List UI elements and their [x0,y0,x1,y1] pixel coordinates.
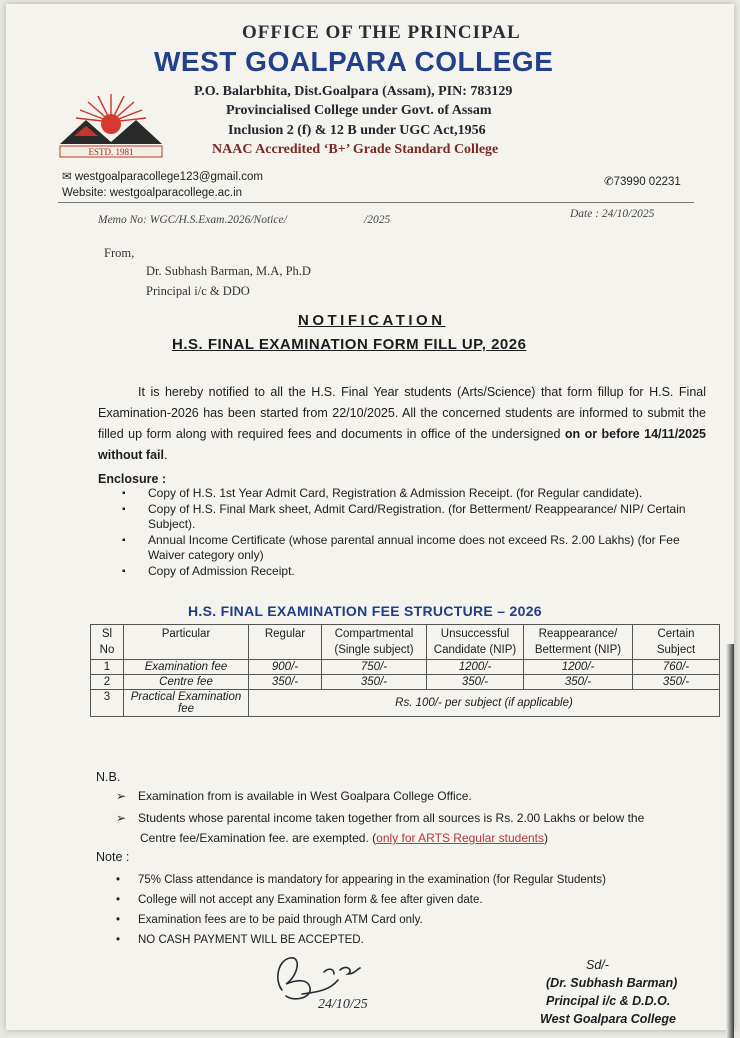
enclosure-label: Enclosure : [98,472,167,486]
memo-date: Date : 24/10/2025 [570,208,655,220]
column-header: Sl No [91,625,124,660]
table-cell: 1200/- [427,660,524,675]
from-label: From, [104,246,135,260]
naac-line: NAAC Accredited ‘B+’ Grade Standard College [212,142,499,157]
memo-number: Memo No: WGC/H.S.Exam.2026/Notice/ [98,214,287,226]
enclosure-item: ▪ Copy of Admission Receipt. [122,564,714,579]
table-cell: 1200/- [524,660,633,675]
note-item: • College will not accept any Examination form & fee after given date. [116,890,716,910]
memo-year: /2025 [364,214,391,226]
signature-date: 24/10/25 [318,997,368,1012]
column-header: Compartmental (Single subject) [322,625,427,660]
table-cell: 3 [91,690,124,717]
table-cell: 1 [91,660,124,675]
body-text: It is hereby notified to all the H.S. Final Year students (Arts/Science) that form fillup for H.S. Final Examination-2026 has been started from 22/10/2025. All the concerned students are informed to submit the filled up form along with required fees and documents in office of the undersigned [98,385,706,441]
handwritten-signature [268,950,408,1012]
college-website: Website: westgoalparacollege.ac.in [62,187,243,199]
college-address: P.O. Balarbhita, Dist.Goalpara (Assam), PIN: 783129 [194,84,513,99]
table-cell: Practical Examination fee [124,690,249,717]
inclusion-line: Inclusion 2 (f) & 12 B under UGC Act,1956 [228,123,486,138]
table-cell: 760/- [633,660,720,675]
college-name: WEST GOALPARA COLLEGE [154,46,554,77]
table-header-row [91,625,720,660]
header-divider [58,202,694,203]
column-header: Reappearance/ Betterment (NIP) [524,625,633,660]
arts-regular-link: only for ARTS Regular students [376,831,545,845]
nb-item-text: ) [544,831,549,845]
note-item: • NO CASH PAYMENT WILL BE ACCEPTED. [116,930,716,950]
table-cell: 750/- [322,660,427,675]
signatory-name: (Dr. Subhash Barman) [546,976,678,990]
nb-item [116,789,472,803]
notice-page [6,4,734,1030]
column-header: Particular [124,625,249,660]
table-cell: 900/- [249,660,322,675]
body-deadline: on or before 14/11/2025 without fail [98,427,706,462]
enclosure-list [122,486,714,580]
office-heading: OFFICE OF THE PRINCIPAL [242,22,521,43]
sd-label: Sd/- [586,958,609,972]
notification-body [98,382,706,466]
table-cell: 350/- [249,675,322,690]
table-cell: Examination fee [124,660,249,675]
table-row [91,660,720,675]
note-label: Note : [96,850,130,864]
column-header: Regular [249,625,322,660]
enclosure-item: ▪ Annual Income Certificate (whose parental annual income does not exceed Rs. 2.00 Lakhs) (for Fee Waiver category only) [122,533,714,563]
fee-structure-title: H.S. FINAL EXAMINATION FEE STRUCTURE – 2026 [188,603,542,619]
table-cell: Centre fee [124,675,249,690]
nb-label: N.B. [96,770,121,784]
table-cell: 350/- [322,675,427,690]
table-cell: 2 [91,675,124,690]
enclosure-item: ▪ Copy of H.S. Final Mark sheet, Admit Card/Registration. (for Betterment/ Reappearance/ NIP/ Certain Subject). [122,502,714,532]
table-cell: 350/- [427,675,524,690]
nb-item-text: Students whose parental income taken together from all sources is Rs. 2.00 Lakhs or below the [138,811,645,825]
college-email: ✉ westgoalparacollege123@gmail.com [62,171,263,183]
college-phone: ✆73990 02231 [604,176,681,188]
notification-title: NOTIFICATION [298,312,446,329]
enclosure-item: ▪ Copy of H.S. 1st Year Admit Card, Registration & Admission Receipt. (for Regular candidate). [122,486,714,501]
body-end: . [163,448,168,462]
signatory-college: West Goalpara College [540,1012,676,1026]
table-cell: 350/- [633,675,720,690]
signatory-designation: Principal i/c & D.D.O. [546,994,671,1008]
note-item: • Examination fees are to be paid through ATM Card only. [116,910,716,930]
column-header: Unsuccessful Candidate (NIP) [427,625,524,660]
nb-item-text: Centre fee/Examination fee. are exempted. ( [140,831,377,845]
from-designation: Principal i/c & DDO [146,284,250,298]
table-cell: Rs. 100/- per subject (if applicable) [249,690,720,717]
provincialised-line: Provincialised College under Govt. of Assam [226,103,492,118]
page-shadow-edge [726,644,734,1038]
nb-item [116,811,644,825]
note-list [116,870,716,950]
column-header: Certain Subject [633,625,720,660]
nb-item-text: Examination from is available in West Goalpara College Office. [138,789,472,803]
table-row [91,675,720,690]
fee-structure-table [90,624,720,717]
table-row [91,690,720,717]
from-name: Dr. Subhash Barman, M.A, Ph.D [146,264,311,278]
logo-estd-text: ESTD. 1981 [88,147,134,157]
notification-subtitle: H.S. FINAL EXAMINATION FORM FILL UP, 2026 [172,336,527,353]
nb-item-continued [140,831,548,845]
table-cell: 350/- [524,675,633,690]
arrow-bullet-icon: ➢ [116,789,127,803]
note-item: • 75% Class attendance is mandatory for appearing in the examination (for Regular Students) [116,870,716,890]
college-logo [56,90,166,160]
arrow-bullet-icon: ➢ [116,811,127,825]
